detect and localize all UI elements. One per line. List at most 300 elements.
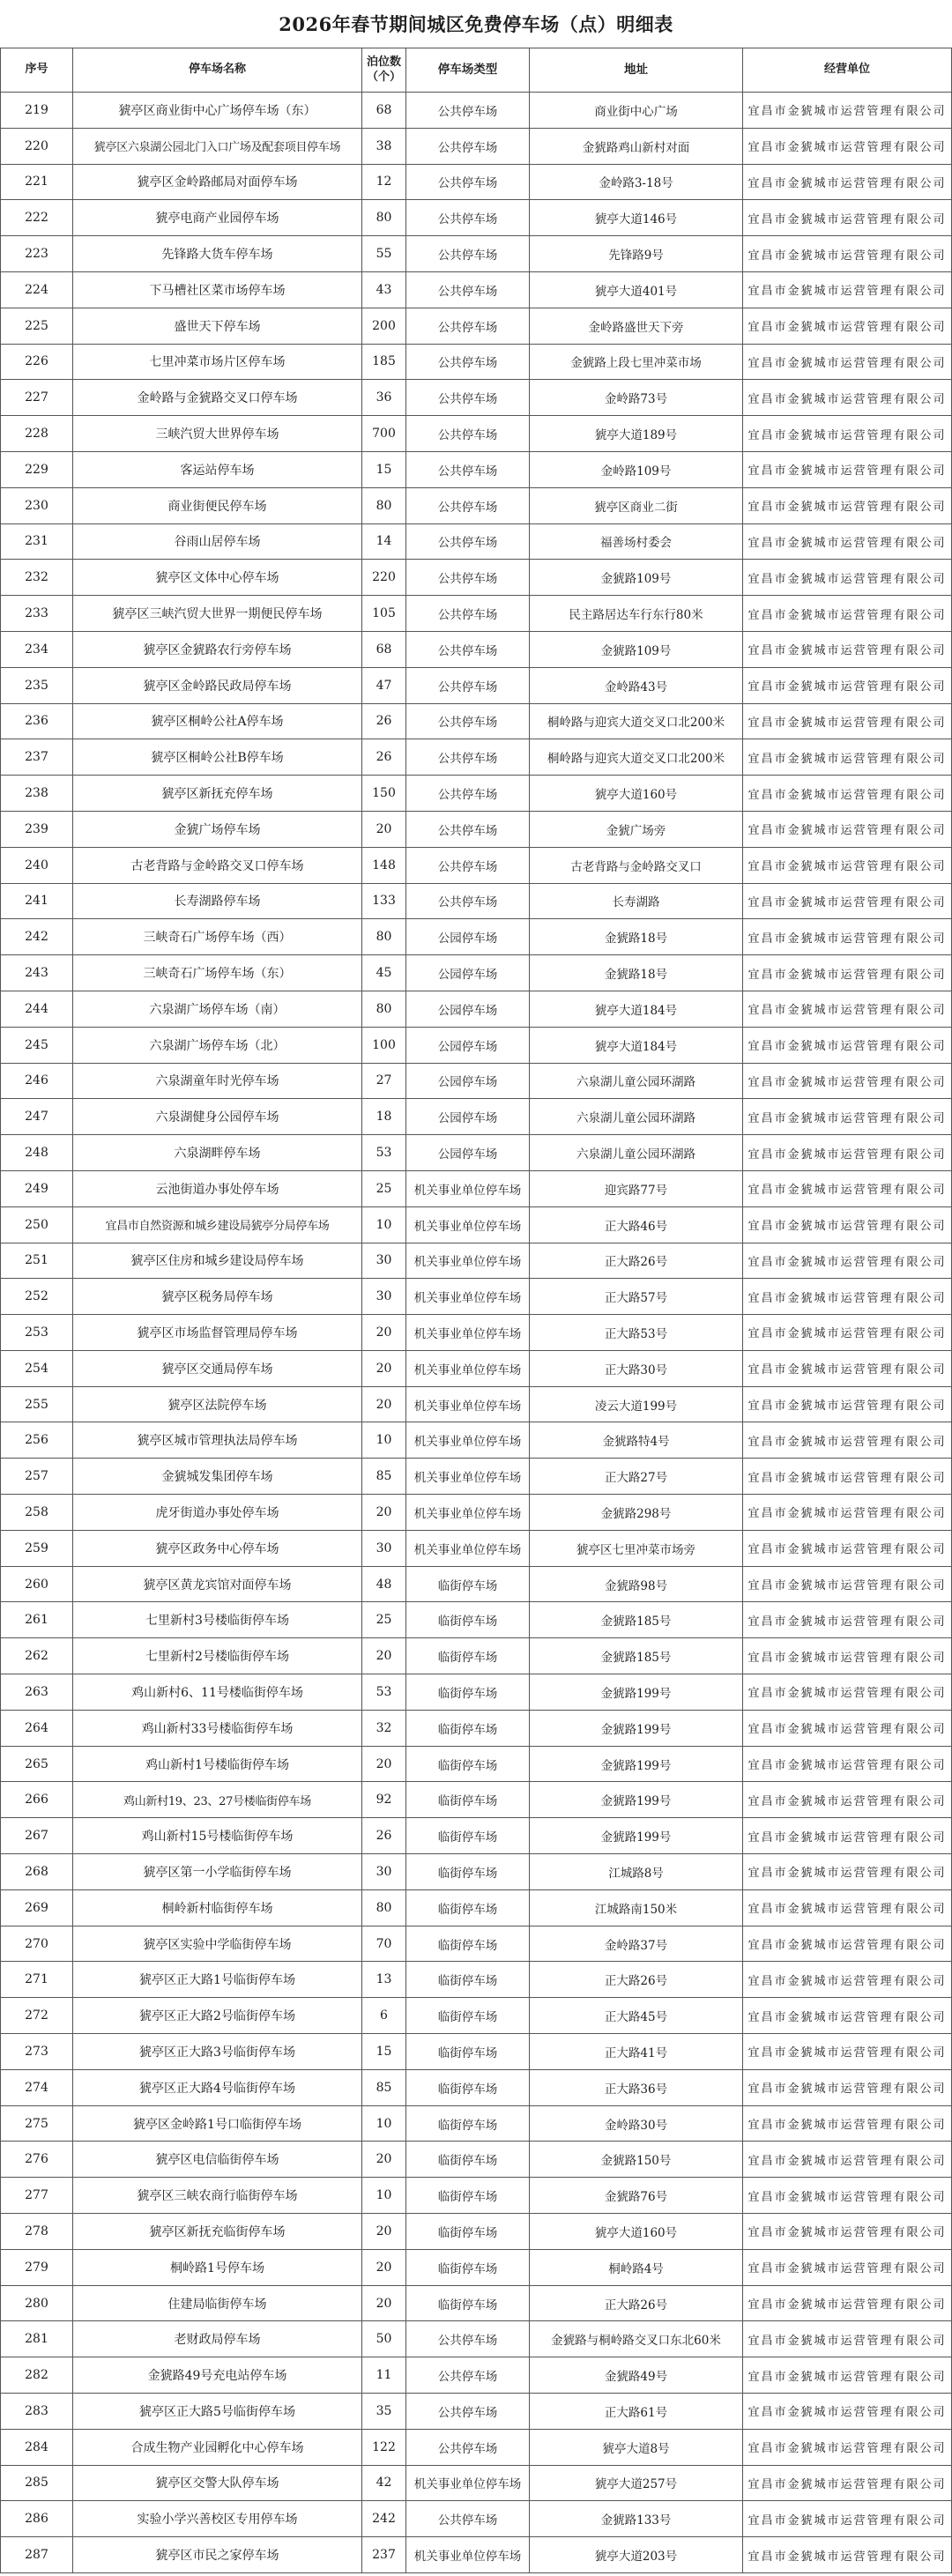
cell-operator: 宜昌市金猇城市运营管理有限公司 xyxy=(743,848,952,884)
cell-address: 猇亭大道160号 xyxy=(530,2214,743,2250)
cell-address: 凌云大道199号 xyxy=(530,1387,743,1423)
cell-no: 259 xyxy=(1,1531,73,1567)
cell-no: 266 xyxy=(1,1782,73,1818)
cell-name: 猇亭区第一小学临街停车场 xyxy=(73,1854,362,1890)
cell-operator: 宜昌市金猇城市运营管理有限公司 xyxy=(743,1422,952,1459)
cell-spaces: 85 xyxy=(362,2070,406,2106)
table-body xyxy=(1,93,952,2573)
cell-no: 237 xyxy=(1,739,73,776)
cell-spaces: 50 xyxy=(362,2321,406,2357)
cell-name: 六泉湖畔停车场 xyxy=(73,1135,362,1171)
cell-type: 临街停车场 xyxy=(406,1602,530,1638)
cell-address: 桐岭路4号 xyxy=(530,2250,743,2286)
table-row xyxy=(1,632,952,668)
cell-spaces: 20 xyxy=(362,1747,406,1783)
column-header-address: 地址 xyxy=(530,48,743,93)
cell-no: 287 xyxy=(1,2537,73,2573)
table-row xyxy=(1,1818,952,1854)
cell-operator: 宜昌市金猇城市运营管理有限公司 xyxy=(743,200,952,236)
cell-type: 临街停车场 xyxy=(406,2142,530,2178)
cell-name: 鸡山新村6、11号楼临街停车场 xyxy=(73,1674,362,1711)
cell-operator: 宜昌市金猇城市运营管理有限公司 xyxy=(743,2430,952,2466)
cell-name: 猇亭区文体中心停车场 xyxy=(73,560,362,596)
cell-operator: 宜昌市金猇城市运营管理有限公司 xyxy=(743,488,952,524)
cell-spaces: 36 xyxy=(362,380,406,416)
table-row xyxy=(1,452,952,488)
cell-spaces: 20 xyxy=(362,2286,406,2322)
cell-spaces: 45 xyxy=(362,955,406,991)
cell-spaces: 70 xyxy=(362,1926,406,1963)
cell-type: 临街停车场 xyxy=(406,2178,530,2214)
cell-name: 六泉湖童年时光停车场 xyxy=(73,1064,362,1100)
cell-spaces: 32 xyxy=(362,1711,406,1747)
table-row xyxy=(1,345,952,381)
cell-name: 猇亭区金岭路邮局对面停车场 xyxy=(73,165,362,201)
cell-type: 公共停车场 xyxy=(406,488,530,524)
cell-type: 机关事业单位停车场 xyxy=(406,1387,530,1423)
table-row xyxy=(1,884,952,920)
cell-operator: 宜昌市金猇城市运营管理有限公司 xyxy=(743,1028,952,1064)
cell-operator: 宜昌市金猇城市运营管理有限公司 xyxy=(743,739,952,776)
table-row xyxy=(1,1711,952,1747)
cell-address: 正大路46号 xyxy=(530,1207,743,1243)
cell-type: 公共停车场 xyxy=(406,2357,530,2394)
cell-no: 275 xyxy=(1,2106,73,2142)
cell-name: 商业街便民停车场 xyxy=(73,488,362,524)
cell-address: 猇亭大道401号 xyxy=(530,272,743,308)
cell-type: 临街停车场 xyxy=(406,1998,530,2034)
cell-no: 269 xyxy=(1,1890,73,1926)
cell-no: 244 xyxy=(1,991,73,1028)
table-row xyxy=(1,200,952,236)
cell-no: 236 xyxy=(1,704,73,740)
cell-type: 公共停车场 xyxy=(406,884,530,920)
cell-no: 271 xyxy=(1,1962,73,1998)
cell-type: 公共停车场 xyxy=(406,165,530,201)
cell-spaces: 80 xyxy=(362,1890,406,1926)
cell-type: 机关事业单位停车场 xyxy=(406,1351,530,1387)
cell-operator: 宜昌市金猇城市运营管理有限公司 xyxy=(743,1747,952,1783)
cell-address: 金猇路109号 xyxy=(530,632,743,668)
cell-name: 虎牙街道办事处停车场 xyxy=(73,1495,362,1531)
cell-type: 公园停车场 xyxy=(406,991,530,1028)
cell-spaces: 20 xyxy=(362,2250,406,2286)
cell-spaces: 242 xyxy=(362,2501,406,2537)
table-row xyxy=(1,308,952,345)
table-row xyxy=(1,1135,952,1171)
cell-operator: 宜昌市金猇城市运营管理有限公司 xyxy=(743,1674,952,1711)
cell-address: 猇亭大道8号 xyxy=(530,2430,743,2466)
table-row xyxy=(1,2178,952,2214)
table-row xyxy=(1,739,952,776)
cell-operator: 宜昌市金猇城市运营管理有限公司 xyxy=(743,1495,952,1531)
cell-name: 金猇广场停车场 xyxy=(73,812,362,848)
table-row xyxy=(1,1459,952,1495)
cell-spaces: 185 xyxy=(362,345,406,381)
cell-spaces: 100 xyxy=(362,1028,406,1064)
cell-address: 金猇路199号 xyxy=(530,1782,743,1818)
cell-no: 267 xyxy=(1,1818,73,1854)
cell-operator: 宜昌市金猇城市运营管理有限公司 xyxy=(743,2537,952,2573)
cell-type: 公共停车场 xyxy=(406,200,530,236)
cell-operator: 宜昌市金猇城市运营管理有限公司 xyxy=(743,452,952,488)
cell-address: 金岭路3-18号 xyxy=(530,165,743,201)
cell-no: 240 xyxy=(1,848,73,884)
column-header-operator: 经营单位 xyxy=(743,48,952,93)
table-row xyxy=(1,524,952,560)
table-row xyxy=(1,1747,952,1783)
cell-spaces: 85 xyxy=(362,1459,406,1495)
cell-type: 公共停车场 xyxy=(406,812,530,848)
cell-spaces: 20 xyxy=(362,1495,406,1531)
cell-operator: 宜昌市金猇城市运营管理有限公司 xyxy=(743,165,952,201)
cell-type: 机关事业单位停车场 xyxy=(406,1315,530,1351)
cell-operator: 宜昌市金猇城市运营管理有限公司 xyxy=(743,2142,952,2178)
cell-name: 猇亭区政务中心停车场 xyxy=(73,1531,362,1567)
cell-operator: 宜昌市金猇城市运营管理有限公司 xyxy=(743,2501,952,2537)
cell-operator: 宜昌市金猇城市运营管理有限公司 xyxy=(743,2357,952,2394)
cell-name: 鸡山新村15号楼临街停车场 xyxy=(73,1818,362,1854)
cell-type: 公园停车场 xyxy=(406,955,530,991)
cell-name: 猇亭区税务局停车场 xyxy=(73,1279,362,1315)
cell-type: 临街停车场 xyxy=(406,1638,530,1674)
cell-type: 公共停车场 xyxy=(406,416,530,452)
cell-no: 281 xyxy=(1,2321,73,2357)
cell-spaces: 35 xyxy=(362,2394,406,2430)
cell-type: 临街停车场 xyxy=(406,1854,530,1890)
column-header-no: 序号 xyxy=(1,48,73,93)
cell-name: 猇亭区金岭路民政局停车场 xyxy=(73,668,362,704)
cell-type: 临街停车场 xyxy=(406,2034,530,2070)
cell-spaces: 30 xyxy=(362,1531,406,1567)
cell-type: 公共停车场 xyxy=(406,739,530,776)
cell-no: 232 xyxy=(1,560,73,596)
cell-spaces: 30 xyxy=(362,1854,406,1890)
cell-operator: 宜昌市金猇城市运营管理有限公司 xyxy=(743,345,952,381)
cell-operator: 宜昌市金猇城市运营管理有限公司 xyxy=(743,812,952,848)
cell-spaces: 30 xyxy=(362,1243,406,1280)
cell-address: 金猇路298号 xyxy=(530,1495,743,1531)
cell-name: 金猇路49号充电站停车场 xyxy=(73,2357,362,2394)
cell-no: 263 xyxy=(1,1674,73,1711)
cell-name: 猇亭区正大路3号临街停车场 xyxy=(73,2034,362,2070)
cell-operator: 宜昌市金猇城市运营管理有限公司 xyxy=(743,524,952,560)
table-row xyxy=(1,380,952,416)
cell-name: 猇亭区市民之家停车场 xyxy=(73,2537,362,2573)
cell-name: 老财政局停车场 xyxy=(73,2321,362,2357)
cell-name: 六泉湖广场停车场（南） xyxy=(73,991,362,1028)
cell-no: 261 xyxy=(1,1602,73,1638)
cell-type: 临街停车场 xyxy=(406,1926,530,1963)
cell-operator: 宜昌市金猇城市运营管理有限公司 xyxy=(743,1638,952,1674)
cell-operator: 宜昌市金猇城市运营管理有限公司 xyxy=(743,1064,952,1100)
cell-spaces: 10 xyxy=(362,2106,406,2142)
cell-type: 公共停车场 xyxy=(406,632,530,668)
cell-address: 猇亭大道146号 xyxy=(530,200,743,236)
cell-address: 迎宾路77号 xyxy=(530,1171,743,1207)
cell-spaces: 25 xyxy=(362,1171,406,1207)
cell-type: 公共停车场 xyxy=(406,93,530,129)
cell-type: 机关事业单位停车场 xyxy=(406,1495,530,1531)
cell-name: 六泉湖健身公园停车场 xyxy=(73,1099,362,1135)
cell-no: 230 xyxy=(1,488,73,524)
cell-address: 正大路45号 xyxy=(530,1998,743,2034)
cell-type: 公共停车场 xyxy=(406,345,530,381)
cell-operator: 宜昌市金猇城市运营管理有限公司 xyxy=(743,1926,952,1963)
cell-address: 金猇广场旁 xyxy=(530,812,743,848)
table-row xyxy=(1,2214,952,2250)
cell-operator: 宜昌市金猇城市运营管理有限公司 xyxy=(743,704,952,740)
cell-no: 254 xyxy=(1,1351,73,1387)
cell-name: 先锋路大货车停车场 xyxy=(73,236,362,272)
table-row xyxy=(1,1171,952,1207)
cell-address: 金猇路18号 xyxy=(530,919,743,955)
cell-operator: 宜昌市金猇城市运营管理有限公司 xyxy=(743,2394,952,2430)
cell-name: 猇亭区住房和城乡建设局停车场 xyxy=(73,1243,362,1280)
cell-operator: 宜昌市金猇城市运营管理有限公司 xyxy=(743,991,952,1028)
cell-no: 255 xyxy=(1,1387,73,1423)
cell-operator: 宜昌市金猇城市运营管理有限公司 xyxy=(743,776,952,812)
cell-address: 长寿湖路 xyxy=(530,884,743,920)
cell-operator: 宜昌市金猇城市运营管理有限公司 xyxy=(743,1567,952,1603)
cell-name: 鸡山新村1号楼临街停车场 xyxy=(73,1747,362,1783)
cell-type: 机关事业单位停车场 xyxy=(406,1279,530,1315)
table-row xyxy=(1,919,952,955)
table-row xyxy=(1,2070,952,2106)
table-row xyxy=(1,2466,952,2502)
table-row xyxy=(1,991,952,1028)
cell-name: 六泉湖广场停车场（北） xyxy=(73,1028,362,1064)
cell-address: 正大路61号 xyxy=(530,2394,743,2430)
cell-type: 临街停车场 xyxy=(406,1962,530,1998)
cell-operator: 宜昌市金猇城市运营管理有限公司 xyxy=(743,1207,952,1243)
cell-spaces: 20 xyxy=(362,1387,406,1423)
cell-spaces: 80 xyxy=(362,991,406,1028)
cell-name: 猇亭区黄龙宾馆对面停车场 xyxy=(73,1567,362,1603)
cell-spaces: 122 xyxy=(362,2430,406,2466)
cell-type: 临街停车场 xyxy=(406,2250,530,2286)
cell-type: 临街停车场 xyxy=(406,1818,530,1854)
cell-address: 猇亭大道184号 xyxy=(530,1028,743,1064)
table-row xyxy=(1,776,952,812)
cell-spaces: 38 xyxy=(362,129,406,165)
cell-address: 金猇路150号 xyxy=(530,2142,743,2178)
cell-operator: 宜昌市金猇城市运营管理有限公司 xyxy=(743,416,952,452)
cell-spaces: 10 xyxy=(362,1422,406,1459)
table-row xyxy=(1,560,952,596)
cell-no: 283 xyxy=(1,2394,73,2430)
cell-no: 270 xyxy=(1,1926,73,1963)
cell-type: 临街停车场 xyxy=(406,2070,530,2106)
cell-operator: 宜昌市金猇城市运营管理有限公司 xyxy=(743,236,952,272)
cell-operator: 宜昌市金猇城市运营管理有限公司 xyxy=(743,919,952,955)
cell-no: 282 xyxy=(1,2357,73,2394)
cell-type: 机关事业单位停车场 xyxy=(406,1171,530,1207)
cell-address: 正大路53号 xyxy=(530,1315,743,1351)
cell-address: 商业街中心广场 xyxy=(530,93,743,129)
cell-no: 273 xyxy=(1,2034,73,2070)
table-row xyxy=(1,1315,952,1351)
cell-type: 公共停车场 xyxy=(406,452,530,488)
table-row xyxy=(1,1279,952,1315)
cell-name: 下马槽社区菜市场停车场 xyxy=(73,272,362,308)
cell-operator: 宜昌市金猇城市运营管理有限公司 xyxy=(743,2070,952,2106)
cell-name: 猇亭区交警大队停车场 xyxy=(73,2466,362,2502)
cell-address: 桐岭路与迎宾大道交叉口北200米 xyxy=(530,704,743,740)
cell-spaces: 18 xyxy=(362,1099,406,1135)
cell-name: 猇亭区市场监督管理局停车场 xyxy=(73,1315,362,1351)
table-row xyxy=(1,488,952,524)
cell-address: 金猇路49号 xyxy=(530,2357,743,2394)
cell-address: 金猇路鸡山新村对面 xyxy=(530,129,743,165)
cell-type: 公共停车场 xyxy=(406,2501,530,2537)
cell-name: 猇亭区正大路5号临街停车场 xyxy=(73,2394,362,2430)
table-row xyxy=(1,1531,952,1567)
cell-address: 正大路26号 xyxy=(530,1243,743,1280)
cell-no: 284 xyxy=(1,2430,73,2466)
cell-address: 金猇路199号 xyxy=(530,1711,743,1747)
cell-address: 猇亭大道257号 xyxy=(530,2466,743,2502)
cell-type: 机关事业单位停车场 xyxy=(406,1243,530,1280)
cell-name: 长寿湖路停车场 xyxy=(73,884,362,920)
cell-type: 公共停车场 xyxy=(406,668,530,704)
cell-spaces: 150 xyxy=(362,776,406,812)
cell-type: 公共停车场 xyxy=(406,524,530,560)
cell-operator: 宜昌市金猇城市运营管理有限公司 xyxy=(743,272,952,308)
cell-address: 金猇路133号 xyxy=(530,2501,743,2537)
cell-spaces: 14 xyxy=(362,524,406,560)
cell-name: 猇亭区新抚充停车场 xyxy=(73,776,362,812)
cell-name: 客运站停车场 xyxy=(73,452,362,488)
cell-type: 公园停车场 xyxy=(406,1135,530,1171)
cell-no: 286 xyxy=(1,2501,73,2537)
cell-spaces: 20 xyxy=(362,2142,406,2178)
cell-no: 220 xyxy=(1,129,73,165)
cell-type: 临街停车场 xyxy=(406,2286,530,2322)
cell-spaces: 15 xyxy=(362,2034,406,2070)
cell-operator: 宜昌市金猇城市运营管理有限公司 xyxy=(743,1818,952,1854)
cell-no: 262 xyxy=(1,1638,73,1674)
page-title: 2026年春节期间城区免费停车场（点）明细表 xyxy=(279,13,673,35)
cell-name: 盛世天下停车场 xyxy=(73,308,362,345)
table-row xyxy=(1,165,952,201)
cell-operator: 宜昌市金猇城市运营管理有限公司 xyxy=(743,1099,952,1135)
table-row xyxy=(1,2321,952,2357)
table-row xyxy=(1,2501,952,2537)
cell-name: 七里冲菜市场片区停车场 xyxy=(73,345,362,381)
table-row xyxy=(1,2142,952,2178)
cell-address: 金岭路盛世天下旁 xyxy=(530,308,743,345)
cell-operator: 宜昌市金猇城市运营管理有限公司 xyxy=(743,2106,952,2142)
cell-no: 227 xyxy=(1,380,73,416)
cell-spaces: 200 xyxy=(362,308,406,345)
cell-address: 猇亭区七里冲菜市场旁 xyxy=(530,1531,743,1567)
cell-name: 云池街道办事处停车场 xyxy=(73,1171,362,1207)
cell-address: 福善场村委会 xyxy=(530,524,743,560)
cell-no: 252 xyxy=(1,1279,73,1315)
table-row xyxy=(1,2357,952,2394)
table-row xyxy=(1,129,952,165)
cell-spaces: 80 xyxy=(362,919,406,955)
table-row xyxy=(1,1351,952,1387)
cell-name: 猇亭区三峡农商行临街停车场 xyxy=(73,2178,362,2214)
table-row xyxy=(1,1243,952,1280)
cell-name: 鸡山新村33号楼临街停车场 xyxy=(73,1711,362,1747)
table-row xyxy=(1,2106,952,2142)
cell-type: 机关事业单位停车场 xyxy=(406,1422,530,1459)
cell-no: 243 xyxy=(1,955,73,991)
cell-operator: 宜昌市金猇城市运营管理有限公司 xyxy=(743,1351,952,1387)
cell-address: 江城路南150米 xyxy=(530,1890,743,1926)
cell-operator: 宜昌市金猇城市运营管理有限公司 xyxy=(743,1315,952,1351)
column-header-name: 停车场名称 xyxy=(73,48,362,93)
cell-operator: 宜昌市金猇城市运营管理有限公司 xyxy=(743,955,952,991)
table-row xyxy=(1,236,952,272)
cell-name: 金岭路与金猇路交叉口停车场 xyxy=(73,380,362,416)
cell-operator: 宜昌市金猇城市运营管理有限公司 xyxy=(743,632,952,668)
cell-type: 公园停车场 xyxy=(406,1028,530,1064)
cell-no: 285 xyxy=(1,2466,73,2502)
cell-no: 223 xyxy=(1,236,73,272)
cell-type: 公园停车场 xyxy=(406,1099,530,1135)
cell-no: 239 xyxy=(1,812,73,848)
cell-spaces: 42 xyxy=(362,2466,406,2502)
cell-name: 实验小学兴善校区专用停车场 xyxy=(73,2501,362,2537)
cell-operator: 宜昌市金猇城市运营管理有限公司 xyxy=(743,1782,952,1818)
cell-no: 264 xyxy=(1,1711,73,1747)
cell-type: 公共停车场 xyxy=(406,776,530,812)
table-row xyxy=(1,2250,952,2286)
cell-no: 249 xyxy=(1,1171,73,1207)
cell-operator: 宜昌市金猇城市运营管理有限公司 xyxy=(743,1854,952,1890)
cell-address: 金猇路98号 xyxy=(530,1567,743,1603)
cell-name: 猇亭区三峡汽贸大世界一期便民停车场 xyxy=(73,596,362,632)
cell-no: 256 xyxy=(1,1422,73,1459)
table-row xyxy=(1,416,952,452)
table-row xyxy=(1,1495,952,1531)
cell-type: 临街停车场 xyxy=(406,1890,530,1926)
table-row xyxy=(1,1962,952,1998)
cell-operator: 宜昌市金猇城市运营管理有限公司 xyxy=(743,308,952,345)
cell-no: 280 xyxy=(1,2286,73,2322)
cell-name: 猇亭区新抚充临街停车场 xyxy=(73,2214,362,2250)
cell-type: 机关事业单位停车场 xyxy=(406,2537,530,2573)
table-row xyxy=(1,1998,952,2034)
cell-name: 猇亭区电信临街停车场 xyxy=(73,2142,362,2178)
cell-operator: 宜昌市金猇城市运营管理有限公司 xyxy=(743,2286,952,2322)
cell-address: 桐岭路与迎宾大道交叉口北200米 xyxy=(530,739,743,776)
cell-no: 242 xyxy=(1,919,73,955)
table-row xyxy=(1,1207,952,1243)
cell-name: 猇亭区桐岭公社A停车场 xyxy=(73,704,362,740)
table-row xyxy=(1,2394,952,2430)
cell-type: 机关事业单位停车场 xyxy=(406,2466,530,2502)
cell-operator: 宜昌市金猇城市运营管理有限公司 xyxy=(743,2321,952,2357)
cell-address: 正大路26号 xyxy=(530,1962,743,1998)
cell-spaces: 26 xyxy=(362,739,406,776)
cell-address: 金岭路43号 xyxy=(530,668,743,704)
column-header-spaces: 泊位数（个） xyxy=(362,48,406,93)
cell-spaces: 133 xyxy=(362,884,406,920)
table-row xyxy=(1,2286,952,2322)
cell-name: 猇亭区正大路2号临街停车场 xyxy=(73,1998,362,2034)
cell-spaces: 20 xyxy=(362,812,406,848)
cell-type: 公共停车场 xyxy=(406,596,530,632)
cell-operator: 宜昌市金猇城市运营管理有限公司 xyxy=(743,93,952,129)
cell-spaces: 25 xyxy=(362,1602,406,1638)
cell-spaces: 220 xyxy=(362,560,406,596)
cell-address: 六泉湖儿童公园环湖路 xyxy=(530,1135,743,1171)
